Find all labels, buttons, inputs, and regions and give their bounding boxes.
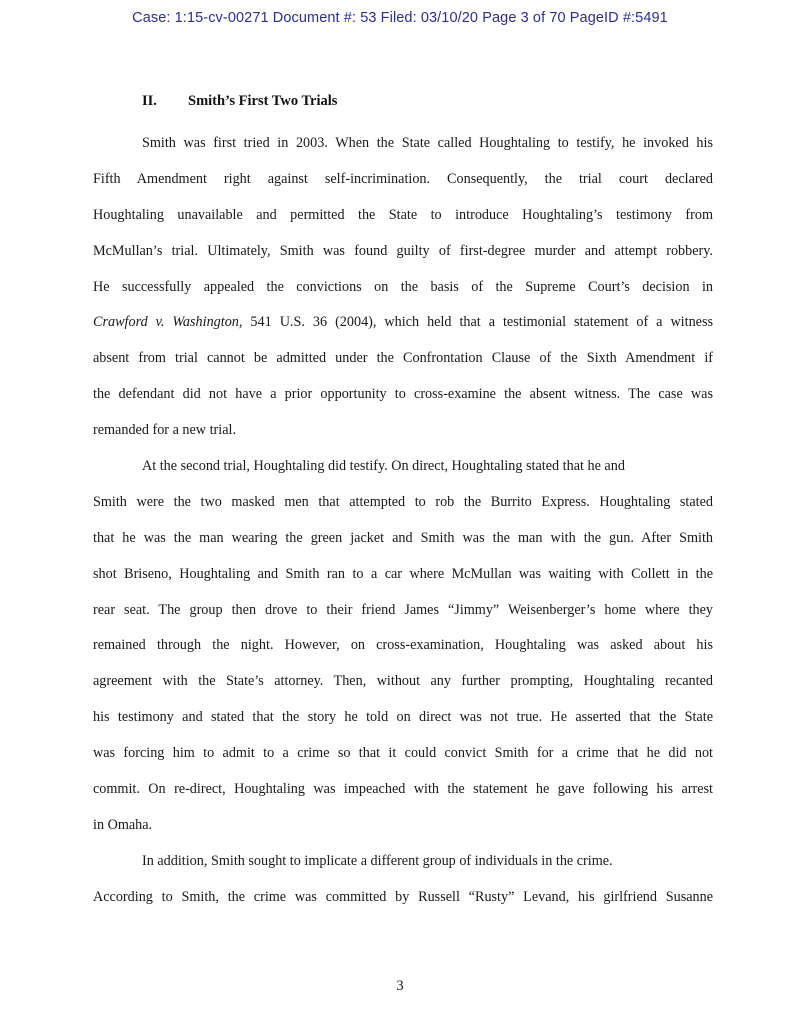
case-header: Case: 1:15-cv-00271 Document #: 53 Filed: 03/10/20 Page 3 of 70 PageID #:5491 bbox=[132, 10, 668, 26]
text-line bbox=[93, 880, 713, 916]
page-number: 3 bbox=[396, 978, 404, 994]
section-title: Smith’s First Two Trials bbox=[188, 93, 338, 109]
text-line bbox=[93, 198, 713, 234]
text-line-content: remained through the night. However, on cross-examination, Houghtaling was asked about his bbox=[93, 637, 713, 654]
text-line-content: Houghtaling unavailable and permitted the State to introduce Houghtaling’s testimony from bbox=[93, 206, 713, 223]
text-line bbox=[93, 413, 713, 449]
text-line-content: rear seat. The group then drove to their friend James “Jimmy” Weisenberger’s home where they bbox=[93, 601, 713, 618]
text-line bbox=[93, 377, 713, 413]
text-line bbox=[93, 341, 713, 377]
text-line-content: , 541 U.S. 36 (2004), which held that a testimonial statement of a witness bbox=[238, 314, 714, 331]
text-line-content: He successfully appealed the convictions on the basis of the Supreme Court’s decision in bbox=[93, 278, 713, 295]
text-line bbox=[93, 700, 713, 736]
text-line-content: Smith were the two masked men that attempted to rob the Burrito Express. Houghtaling stated bbox=[93, 493, 713, 510]
text-line-content: his testimony and stated that the story he told on direct was not true. He asserted that the State bbox=[93, 709, 713, 726]
body-text bbox=[93, 126, 713, 916]
section-heading bbox=[142, 93, 337, 110]
text-line-content: the defendant did not have a prior opportunity to cross-examine the absent witness. The case was bbox=[93, 386, 713, 403]
text-line bbox=[93, 449, 713, 485]
text-line-content: In addition, Smith sought to implicate a different group of individuals in the crime. bbox=[142, 852, 613, 869]
text-line-content: agreement with the State’s attorney. Then, without any further prompting, Houghtaling recanted bbox=[93, 673, 713, 690]
text-line bbox=[93, 772, 713, 808]
text-line-content: commit. On re-direct, Houghtaling was impeached with the statement he gave following his arrest bbox=[93, 781, 713, 798]
text-line-content: remanded for a new trial. bbox=[93, 422, 236, 439]
text-line bbox=[93, 736, 713, 772]
text-line-content: Smith was first tried in 2003. When the State called Houghtaling to testify, he invoked his bbox=[142, 135, 713, 151]
text-line bbox=[93, 305, 713, 341]
text-line bbox=[93, 664, 713, 700]
text-line bbox=[93, 844, 713, 880]
text-line bbox=[93, 126, 713, 162]
text-line bbox=[93, 162, 713, 198]
text-line bbox=[93, 521, 713, 557]
text-line-content: Fifth Amendment right against self-incrimination. Consequently, the trial court declared bbox=[93, 170, 713, 187]
text-line-content: At the second trial, Houghtaling did testify. On direct, Houghtaling stated that he and bbox=[142, 458, 625, 475]
text-line bbox=[93, 234, 713, 270]
text-line-content: According to Smith, the crime was committed by Russell “Rusty” Levand, his girlfriend Susanne bbox=[93, 888, 713, 905]
case-citation: Crawford v. Washington bbox=[93, 314, 239, 331]
text-line-content: was forcing him to admit to a crime so that it could convict Smith for a crime that he did not bbox=[93, 745, 713, 762]
text-line-content: absent from trial cannot be admitted under the Confrontation Clause of the Sixth Amendment if bbox=[93, 350, 713, 367]
text-line bbox=[93, 557, 713, 593]
text-line bbox=[93, 270, 713, 306]
text-line bbox=[93, 593, 713, 629]
text-line-content: McMullan’s trial. Ultimately, Smith was found guilty of first-degree murder and attempt robbery. bbox=[93, 242, 713, 259]
text-line-content: that he was the man wearing the green jacket and Smith was the man with the gun. After Smith bbox=[93, 529, 713, 546]
text-line bbox=[93, 628, 713, 664]
text-line bbox=[93, 808, 713, 844]
text-line-content: in Omaha. bbox=[93, 816, 153, 833]
section-number: II. bbox=[142, 93, 157, 109]
text-line-content: shot Briseno, Houghtaling and Smith ran to a car where McMullan was waiting with Collett in the bbox=[93, 565, 713, 582]
text-line bbox=[93, 485, 713, 521]
